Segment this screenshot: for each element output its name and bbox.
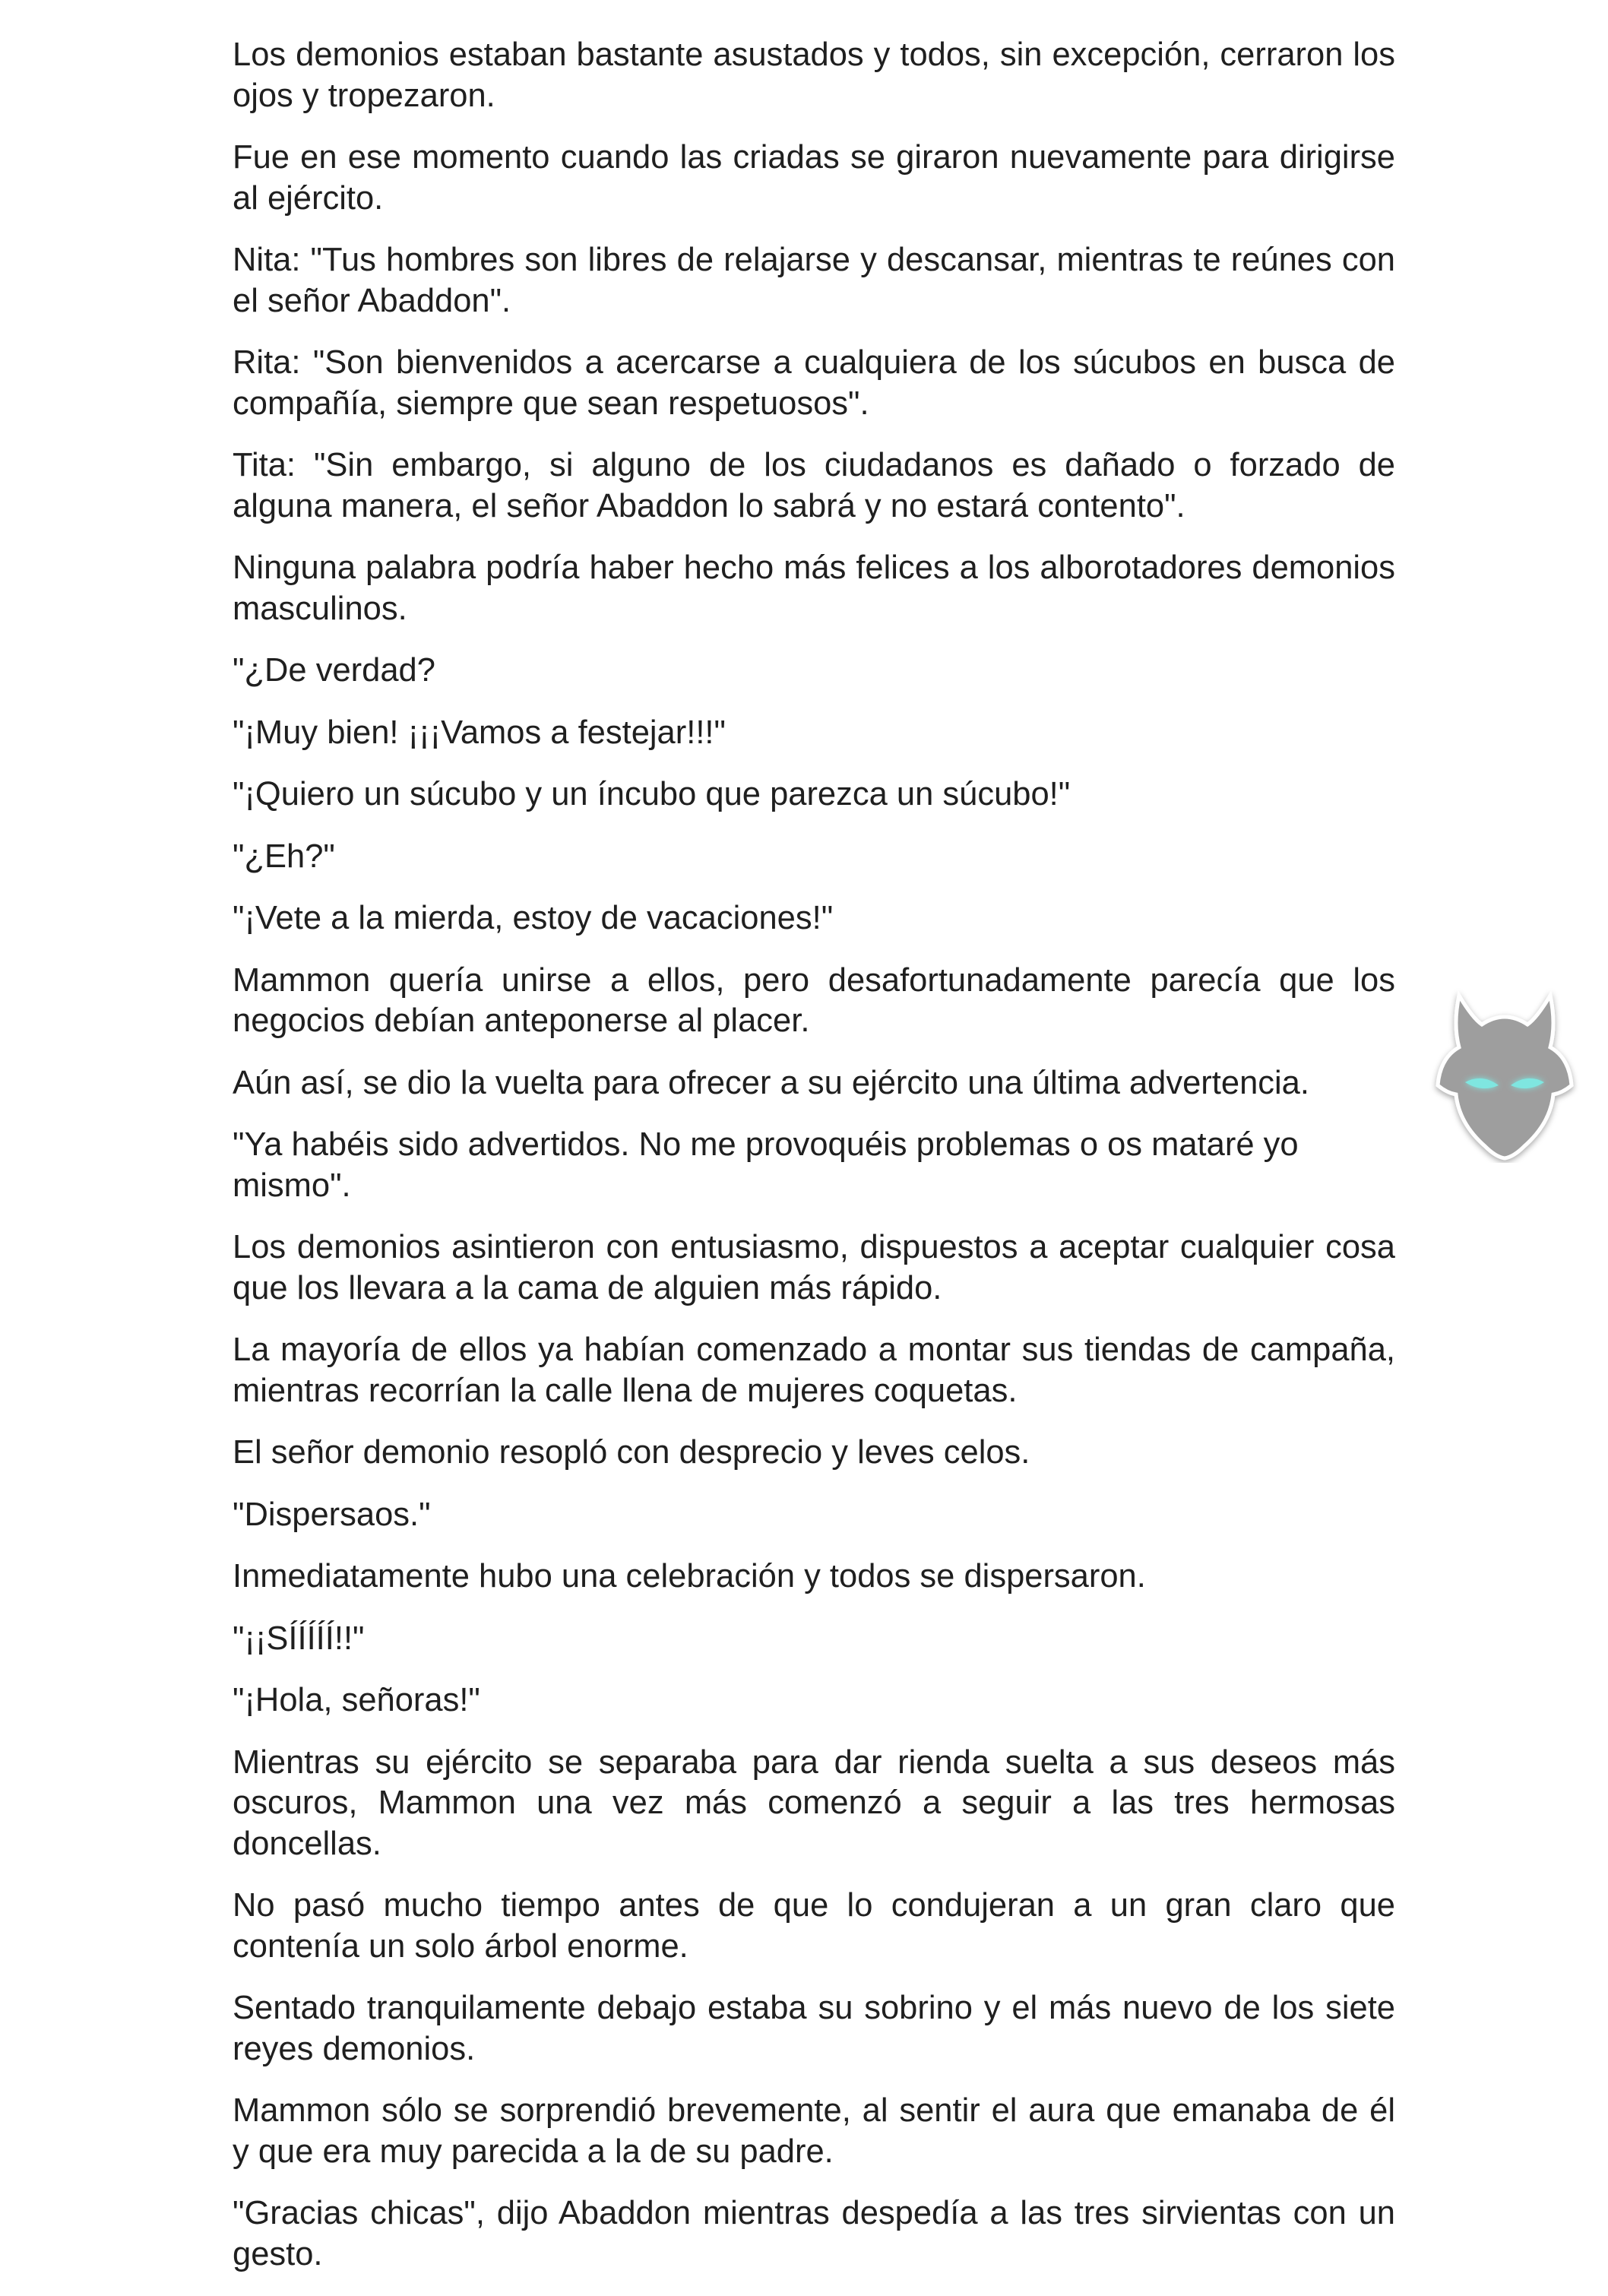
paragraph: "Ya habéis sido advertidos. No me provoquéis problemas o os mataré yo mismo". <box>233 1126 1299 1204</box>
paragraph: Ninguna palabra podría haber hecho más felices a los alborotadores demonios masculinos. <box>233 549 1395 627</box>
document-body <box>233 35 1395 2296</box>
paragraph: El señor demonio resopló con desprecio y leves celos. <box>233 1434 1030 1471</box>
paragraph: "¡¡SÍÍÍÍÍ!!" <box>233 1620 365 1657</box>
demon-head-icon <box>1429 988 1581 1163</box>
paragraph: Nita: "Tus hombres son libres de relajarse y descansar, mientras te reúnes con el señor Abaddon". <box>233 242 1395 319</box>
paragraph: Aún así, se dio la vuelta para ofrecer a su ejército una última advertencia. <box>233 1064 1309 1101</box>
paragraph: "¡Hola, señoras!" <box>233 1682 480 1718</box>
paragraph: Sentado tranquilamente debajo estaba su sobrino y el más nuevo de los siete reyes demonios. <box>233 1990 1395 2067</box>
paragraph: No pasó mucho tiempo antes de que lo condujeran a un gran claro que contenía un solo árbol enorme. <box>233 1887 1395 1965</box>
paragraph: "¿Eh?" <box>233 838 335 875</box>
paragraph: Rita: "Son bienvenidos a acercarse a cualquiera de los súcubos en busca de compañía, siempre que sean respetuosos". <box>233 344 1395 422</box>
paragraph: "¡Vete a la mierda, estoy de vacaciones!" <box>233 900 834 936</box>
paragraph: Inmediatamente hubo una celebración y todos se dispersaron. <box>233 1558 1146 1595</box>
paragraph: Mammon quería unirse a ellos, pero desafortunadamente parecía que los negocios debían anteponerse al placer. <box>233 961 1395 1039</box>
paragraph: "Dispersaos." <box>233 1496 431 1533</box>
paragraph: La mayoría de ellos ya habían comenzado a montar sus tiendas de campaña, mientras recorrían la calle llena de mujeres coquetas. <box>233 1332 1395 1409</box>
paragraph: "Gracias chicas", dijo Abaddon mientras despedía a las tres sirvientas con un gesto. <box>233 2195 1395 2272</box>
paragraph: Mientras su ejército se separaba para dar rienda suelta a sus deseos más oscuros, Mammon una vez más comenzó a seguir a las tres hermosas doncellas. <box>233 1743 1395 1862</box>
paragraph: Mammon sólo se sorprendió brevemente, al sentir el aura que emanaba de él y que era muy parecida a la de su padre. <box>233 2092 1395 2170</box>
paragraph: Los demonios estaban bastante asustados y todos, sin excepción, cerraron los ojos y tropezaron. <box>233 36 1395 114</box>
paragraph: Tita: "Sin embargo, si alguno de los ciudadanos es dañado o forzado de alguna manera, el señor Abaddon lo sabrá y no estará contento". <box>233 447 1395 524</box>
paragraph: Fue en ese momento cuando las criadas se giraron nuevamente para dirigirse al ejército. <box>233 139 1395 217</box>
paragraph: "¿De verdad? <box>233 652 435 689</box>
paragraph: "¡Muy bien! ¡¡¡Vamos a festejar!!!" <box>233 714 726 751</box>
paragraph: "¡Quiero un súcubo y un íncubo que parezca un súcubo!" <box>233 776 1071 812</box>
paragraph: Los demonios asintieron con entusiasmo, dispuestos a aceptar cualquier cosa que los llevara a la cama de alguien más rápido. <box>233 1229 1395 1306</box>
